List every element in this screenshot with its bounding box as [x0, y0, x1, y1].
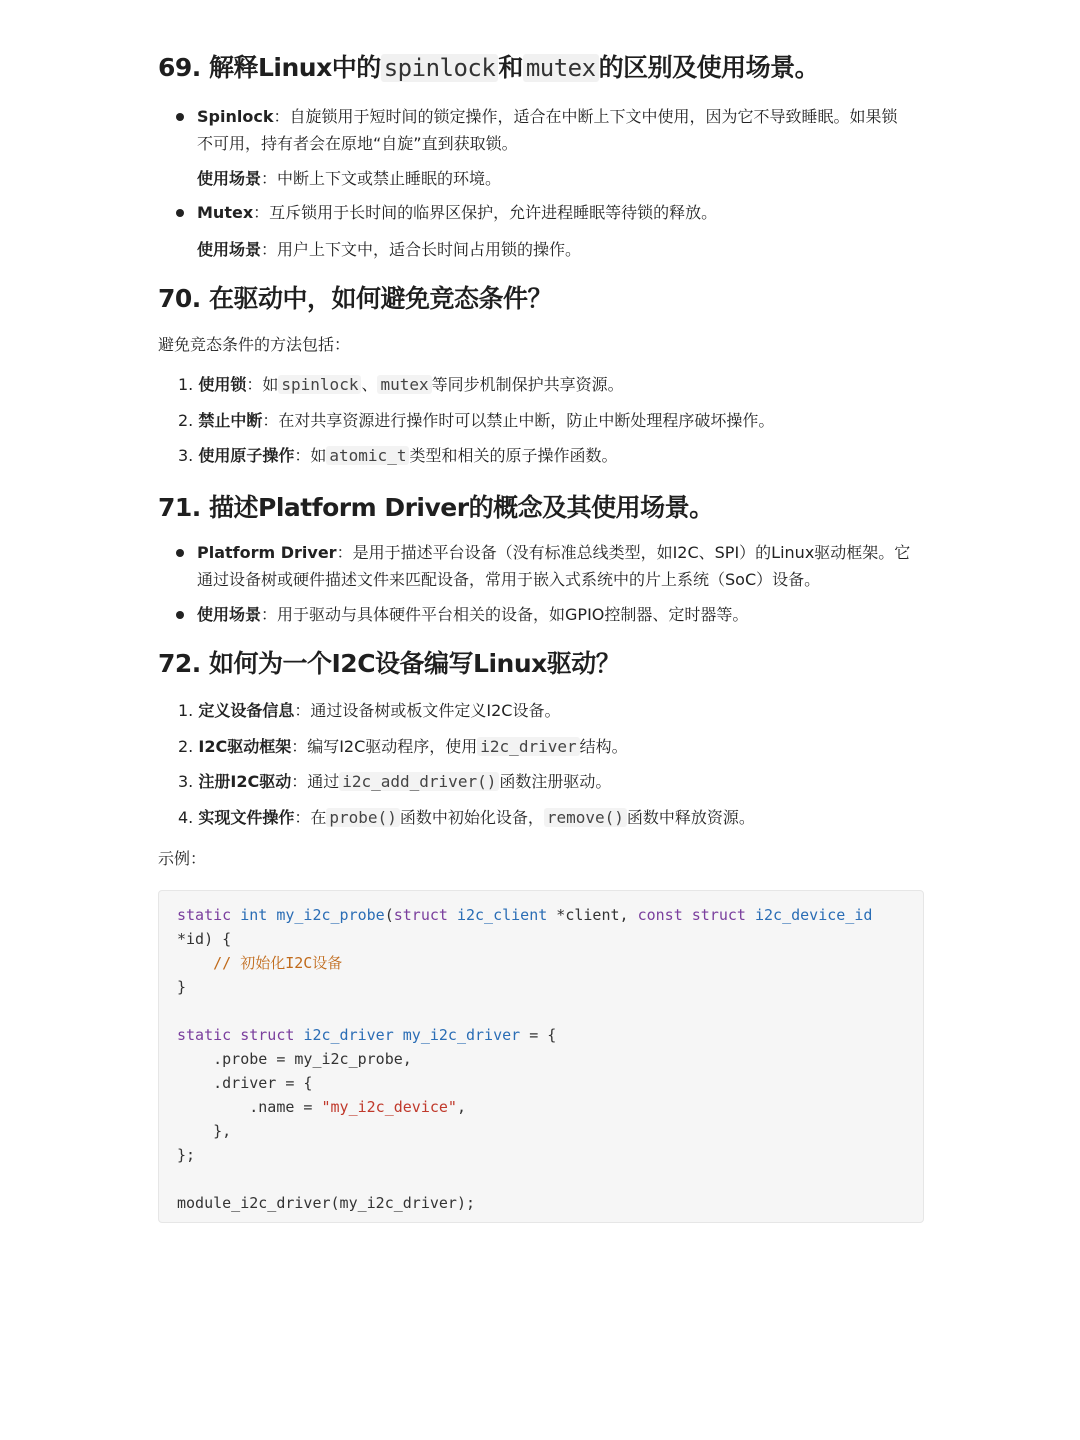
- list-item: 3. 使用原子操作：如 atomic_t 类型和相关的原子操作函数。: [178, 446, 618, 465]
- list-item: 使用场景：用于驱动与具体硬件平台相关的设备，如GPIO控制器、定时器等。: [197, 605, 749, 624]
- bullet-dot: [176, 113, 184, 121]
- inline-code: spinlock: [381, 54, 499, 82]
- heading-q72: 72. 如何为一个I2C设备编写Linux驱动？: [158, 649, 621, 678]
- inline-code: mutex: [377, 375, 431, 394]
- inline-code: probe(): [326, 808, 399, 827]
- inline-code: i2c_driver: [477, 737, 579, 756]
- bullet-dot: [176, 611, 184, 619]
- inline-code: atomic_t: [326, 446, 409, 465]
- inline-code: remove(): [544, 808, 627, 827]
- list-item: 4. 实现文件操作：在 probe() 函数中初始化设备， remove() 函数中释放资源。: [178, 808, 755, 827]
- heading-q69: 69. 解释Linux中的 spinlock 和 mutex 的区别及使用场景。: [158, 53, 820, 82]
- list-item: 3. 注册I2C驱动：通过 i2c_add_driver() 函数注册驱动。: [178, 772, 612, 791]
- list-item: Platform Driver：是用于描述平台设备（没有标准总线类型，如I2C、SPI）的Linux驱动框架。它 通过设备树或硬件描述文件来匹配设备，常用于嵌入式系统中的片上系统（SoC）设备。: [197, 543, 911, 589]
- list-item: Mutex：互斥锁用于长时间的临界区保护，允许进程睡眠等待锁的释放。: [197, 203, 718, 222]
- usage-line: 使用场景：中断上下文或禁止睡眠的环境。: [197, 169, 502, 188]
- bullet-dot: [176, 209, 184, 217]
- example-label: 示例：: [158, 849, 207, 868]
- inline-code: i2c_add_driver(): [339, 772, 499, 791]
- inline-code: spinlock: [278, 375, 361, 394]
- code-block: static int my_i2c_probe(struct i2c_client *client, const struct i2c_device_id *id) { // 初始化I2C设备 } static struct i2c_driver my_i2c_driver = { .probe = my_i2c_probe, .driver = { .name = "my_i2c_device", }, }; module_i2c_driver(my_i2c_driver);: [158, 890, 924, 1223]
- bullet-dot: [176, 549, 184, 557]
- list-item: Spinlock：自旋锁用于短时间的锁定操作，适合在中断上下文中使用，因为它不导致睡眠。如果锁 不可用，持有者会在原地“自旋”直到获取锁。: [197, 107, 898, 153]
- list-item: 1. 使用锁：如 spinlock 、 mutex 等同步机制保护共享资源。: [178, 375, 624, 394]
- list-item: 2. I2C驱动框架：编写I2C驱动程序，使用 i2c_driver 结构。: [178, 737, 628, 756]
- list-item: 1. 定义设备信息：通过设备树或板文件定义I2C设备。: [178, 701, 561, 720]
- inline-code: mutex: [523, 54, 599, 82]
- heading-q71: 71. 描述Platform Driver的概念及其使用场景。: [158, 493, 714, 522]
- list-item: 2. 禁止中断：在对共享资源进行操作时可以禁止中断，防止中断处理程序破坏操作。: [178, 411, 775, 430]
- usage-line: 使用场景：用户上下文中，适合长时间占用锁的操作。: [197, 240, 582, 259]
- heading-q70: 70. 在驱动中，如何避免竞态条件？: [158, 284, 552, 313]
- intro-text: 避免竞态条件的方法包括：: [158, 335, 351, 354]
